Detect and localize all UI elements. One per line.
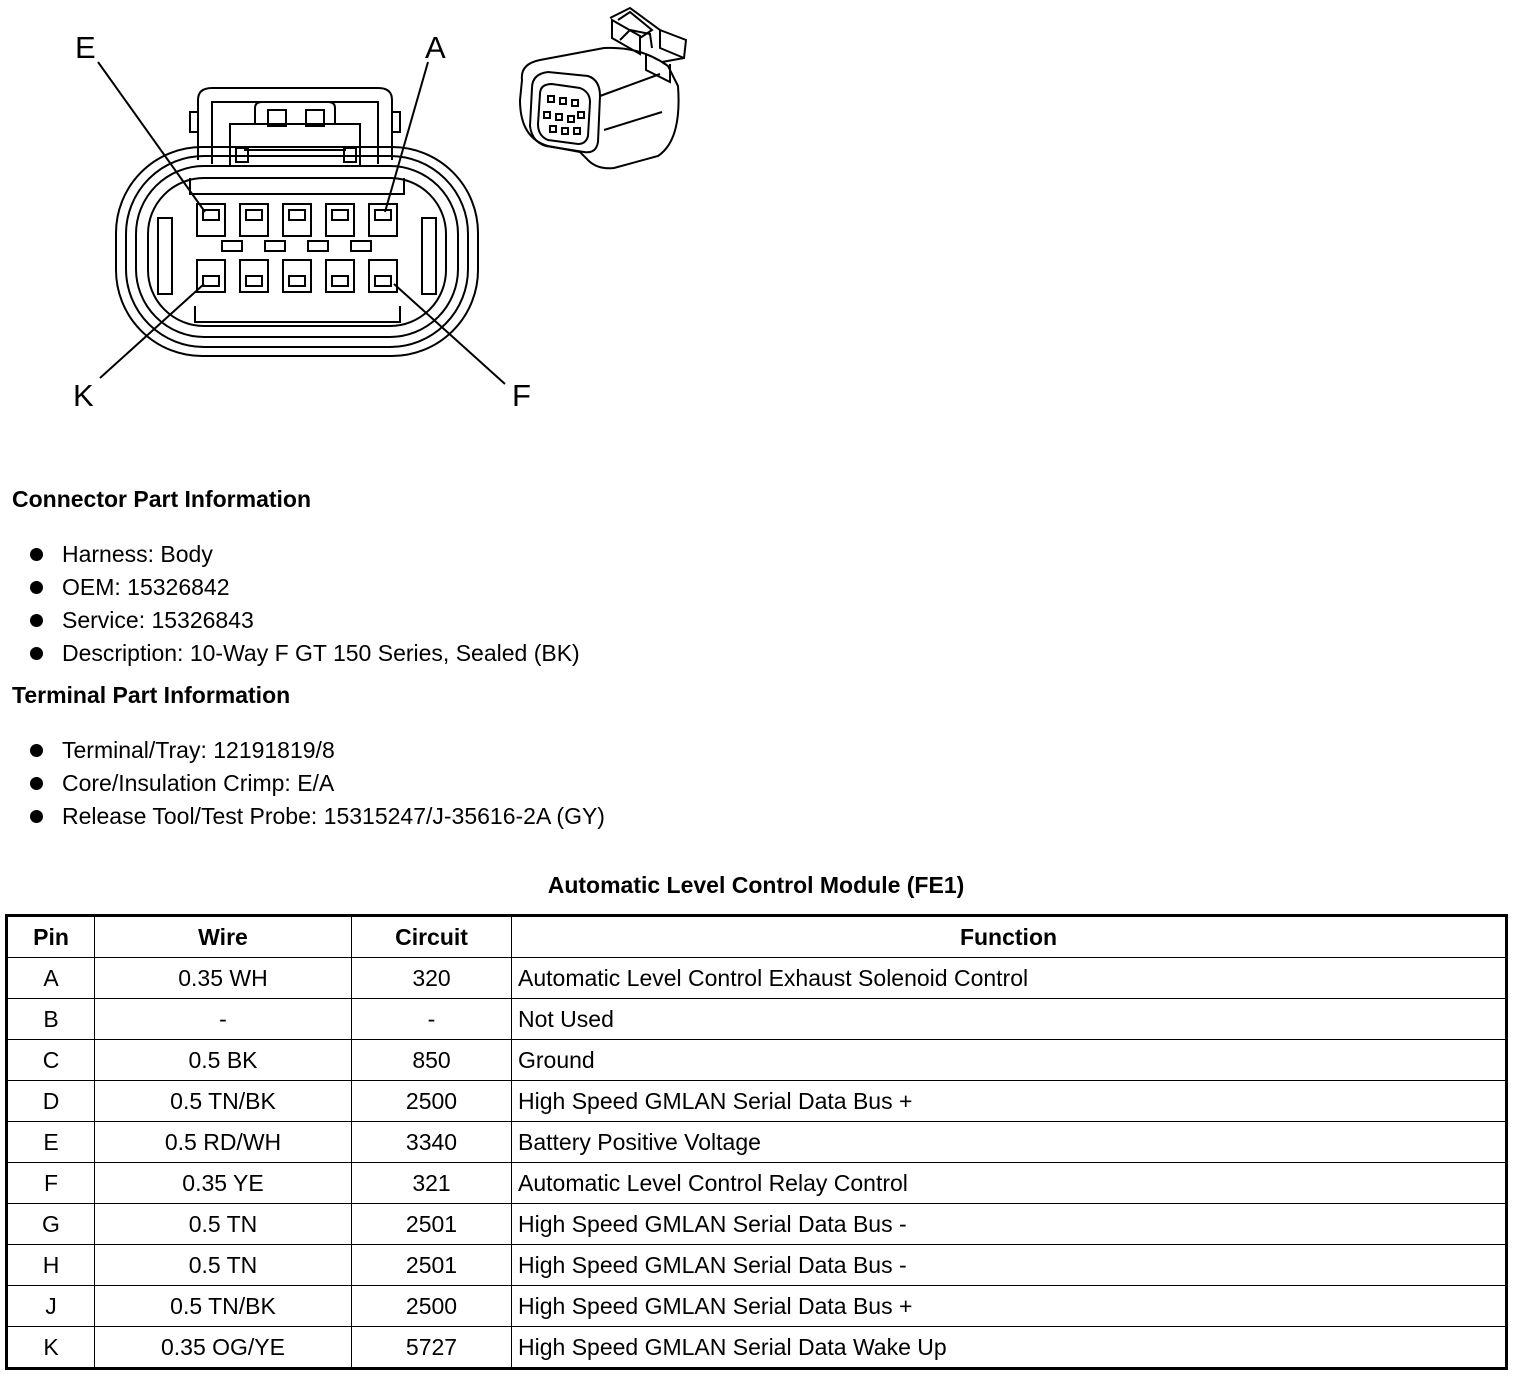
circuit-cell: 2500	[352, 1286, 512, 1327]
circuit-cell: 5727	[352, 1327, 512, 1369]
column-header-circuit: Circuit	[352, 916, 512, 958]
wire-cell: 0.5 TN/BK	[95, 1286, 352, 1327]
list-item: Release Tool/Test Probe: 15315247/J-35616-2A (GY)	[30, 800, 605, 833]
bullet-icon	[30, 614, 43, 627]
circuit-cell: 3340	[352, 1122, 512, 1163]
function-cell: High Speed GMLAN Serial Data Bus +	[512, 1081, 1507, 1122]
circuit-cell: -	[352, 999, 512, 1040]
wire-cell: -	[95, 999, 352, 1040]
connector-outline-inner	[148, 178, 446, 326]
circuit-cell: 320	[352, 958, 512, 999]
circuit-cell: 850	[352, 1040, 512, 1081]
circuit-cell: 2501	[352, 1245, 512, 1286]
pin-label-k: K	[73, 378, 94, 413]
list-item: Service: 15326843	[30, 604, 580, 637]
function-cell: Not Used	[512, 999, 1507, 1040]
pin-cell: H	[7, 1245, 95, 1286]
function-cell: High Speed GMLAN Serial Data Wake Up	[512, 1327, 1507, 1369]
function-cell: Automatic Level Control Relay Control	[512, 1163, 1507, 1204]
bullet-icon	[30, 548, 43, 561]
column-header-function: Function	[512, 916, 1507, 958]
wire-cell: 0.5 TN	[95, 1204, 352, 1245]
function-cell: Ground	[512, 1040, 1507, 1081]
column-header-pin: Pin	[7, 916, 95, 958]
table-row	[7, 1327, 1507, 1369]
pin-cell: E	[7, 1122, 95, 1163]
wire-cell: 0.35 WH	[95, 958, 352, 999]
keying-slots	[222, 241, 371, 251]
pin-cell: A	[7, 958, 95, 999]
pin-label-a: A	[425, 30, 446, 65]
function-cell: High Speed GMLAN Serial Data Bus -	[512, 1245, 1507, 1286]
pin-label-f: F	[512, 378, 531, 413]
wire-cell: 0.5 RD/WH	[95, 1122, 352, 1163]
connector-outline-3	[136, 166, 458, 337]
bullet-icon	[30, 777, 43, 790]
bullet-icon	[30, 647, 43, 660]
pin-cell: K	[7, 1327, 95, 1369]
function-cell: Battery Positive Voltage	[512, 1122, 1507, 1163]
function-cell: Automatic Level Control Exhaust Solenoid Control	[512, 958, 1507, 999]
table-row	[7, 1040, 1507, 1081]
pin-cell: D	[7, 1081, 95, 1122]
bullet-icon	[30, 581, 43, 594]
wire-cell: 0.5 TN/BK	[95, 1081, 352, 1122]
terminal-part-info-list	[30, 734, 605, 833]
pinout-table	[5, 914, 1508, 1370]
table-row	[7, 1245, 1507, 1286]
terminal-cavity-top-row	[197, 204, 397, 236]
table-row	[7, 1122, 1507, 1163]
pin-cell: C	[7, 1040, 95, 1081]
wire-cell: 0.5 BK	[95, 1040, 352, 1081]
terminal-part-info-heading: Terminal Part Information	[12, 682, 291, 708]
pin-label-e: E	[75, 30, 96, 65]
table-row	[7, 1286, 1507, 1327]
list-item: Harness: Body	[30, 538, 580, 571]
table-row	[7, 1204, 1507, 1245]
connector-diagram	[0, 0, 720, 440]
list-item: Description: 10-Way F GT 150 Series, Sealed (BK)	[30, 637, 580, 670]
circuit-cell: 321	[352, 1163, 512, 1204]
connector-part-info-list	[30, 538, 580, 670]
pin-cell: J	[7, 1286, 95, 1327]
function-cell: High Speed GMLAN Serial Data Bus -	[512, 1204, 1507, 1245]
connector-3d-view	[520, 8, 686, 168]
table-row	[7, 1163, 1507, 1204]
list-item: Core/Insulation Crimp: E/A	[30, 767, 605, 800]
bullet-icon	[30, 744, 43, 757]
list-item: OEM: 15326842	[30, 571, 580, 604]
table-title: Automatic Level Control Module (FE1)	[547, 872, 965, 898]
wire-cell: 0.35 OG/YE	[95, 1327, 352, 1369]
table-row	[7, 999, 1507, 1040]
circuit-cell: 2501	[352, 1204, 512, 1245]
table-header-row	[7, 916, 1507, 958]
pin-cell: F	[7, 1163, 95, 1204]
circuit-cell: 2500	[352, 1081, 512, 1122]
bullet-icon	[30, 810, 43, 823]
wire-cell: 0.5 TN	[95, 1245, 352, 1286]
function-cell: High Speed GMLAN Serial Data Bus +	[512, 1286, 1507, 1327]
table-row	[7, 1081, 1507, 1122]
pin-cell: G	[7, 1204, 95, 1245]
terminal-cavity-bottom-row	[197, 260, 397, 292]
pin-cell: B	[7, 999, 95, 1040]
list-item: Terminal/Tray: 12191819/8	[30, 734, 605, 767]
wire-cell: 0.35 YE	[95, 1163, 352, 1204]
table-row	[7, 958, 1507, 999]
leader-line-k	[100, 284, 204, 378]
connector-part-info-heading: Connector Part Information	[12, 486, 312, 512]
column-header-wire: Wire	[95, 916, 352, 958]
